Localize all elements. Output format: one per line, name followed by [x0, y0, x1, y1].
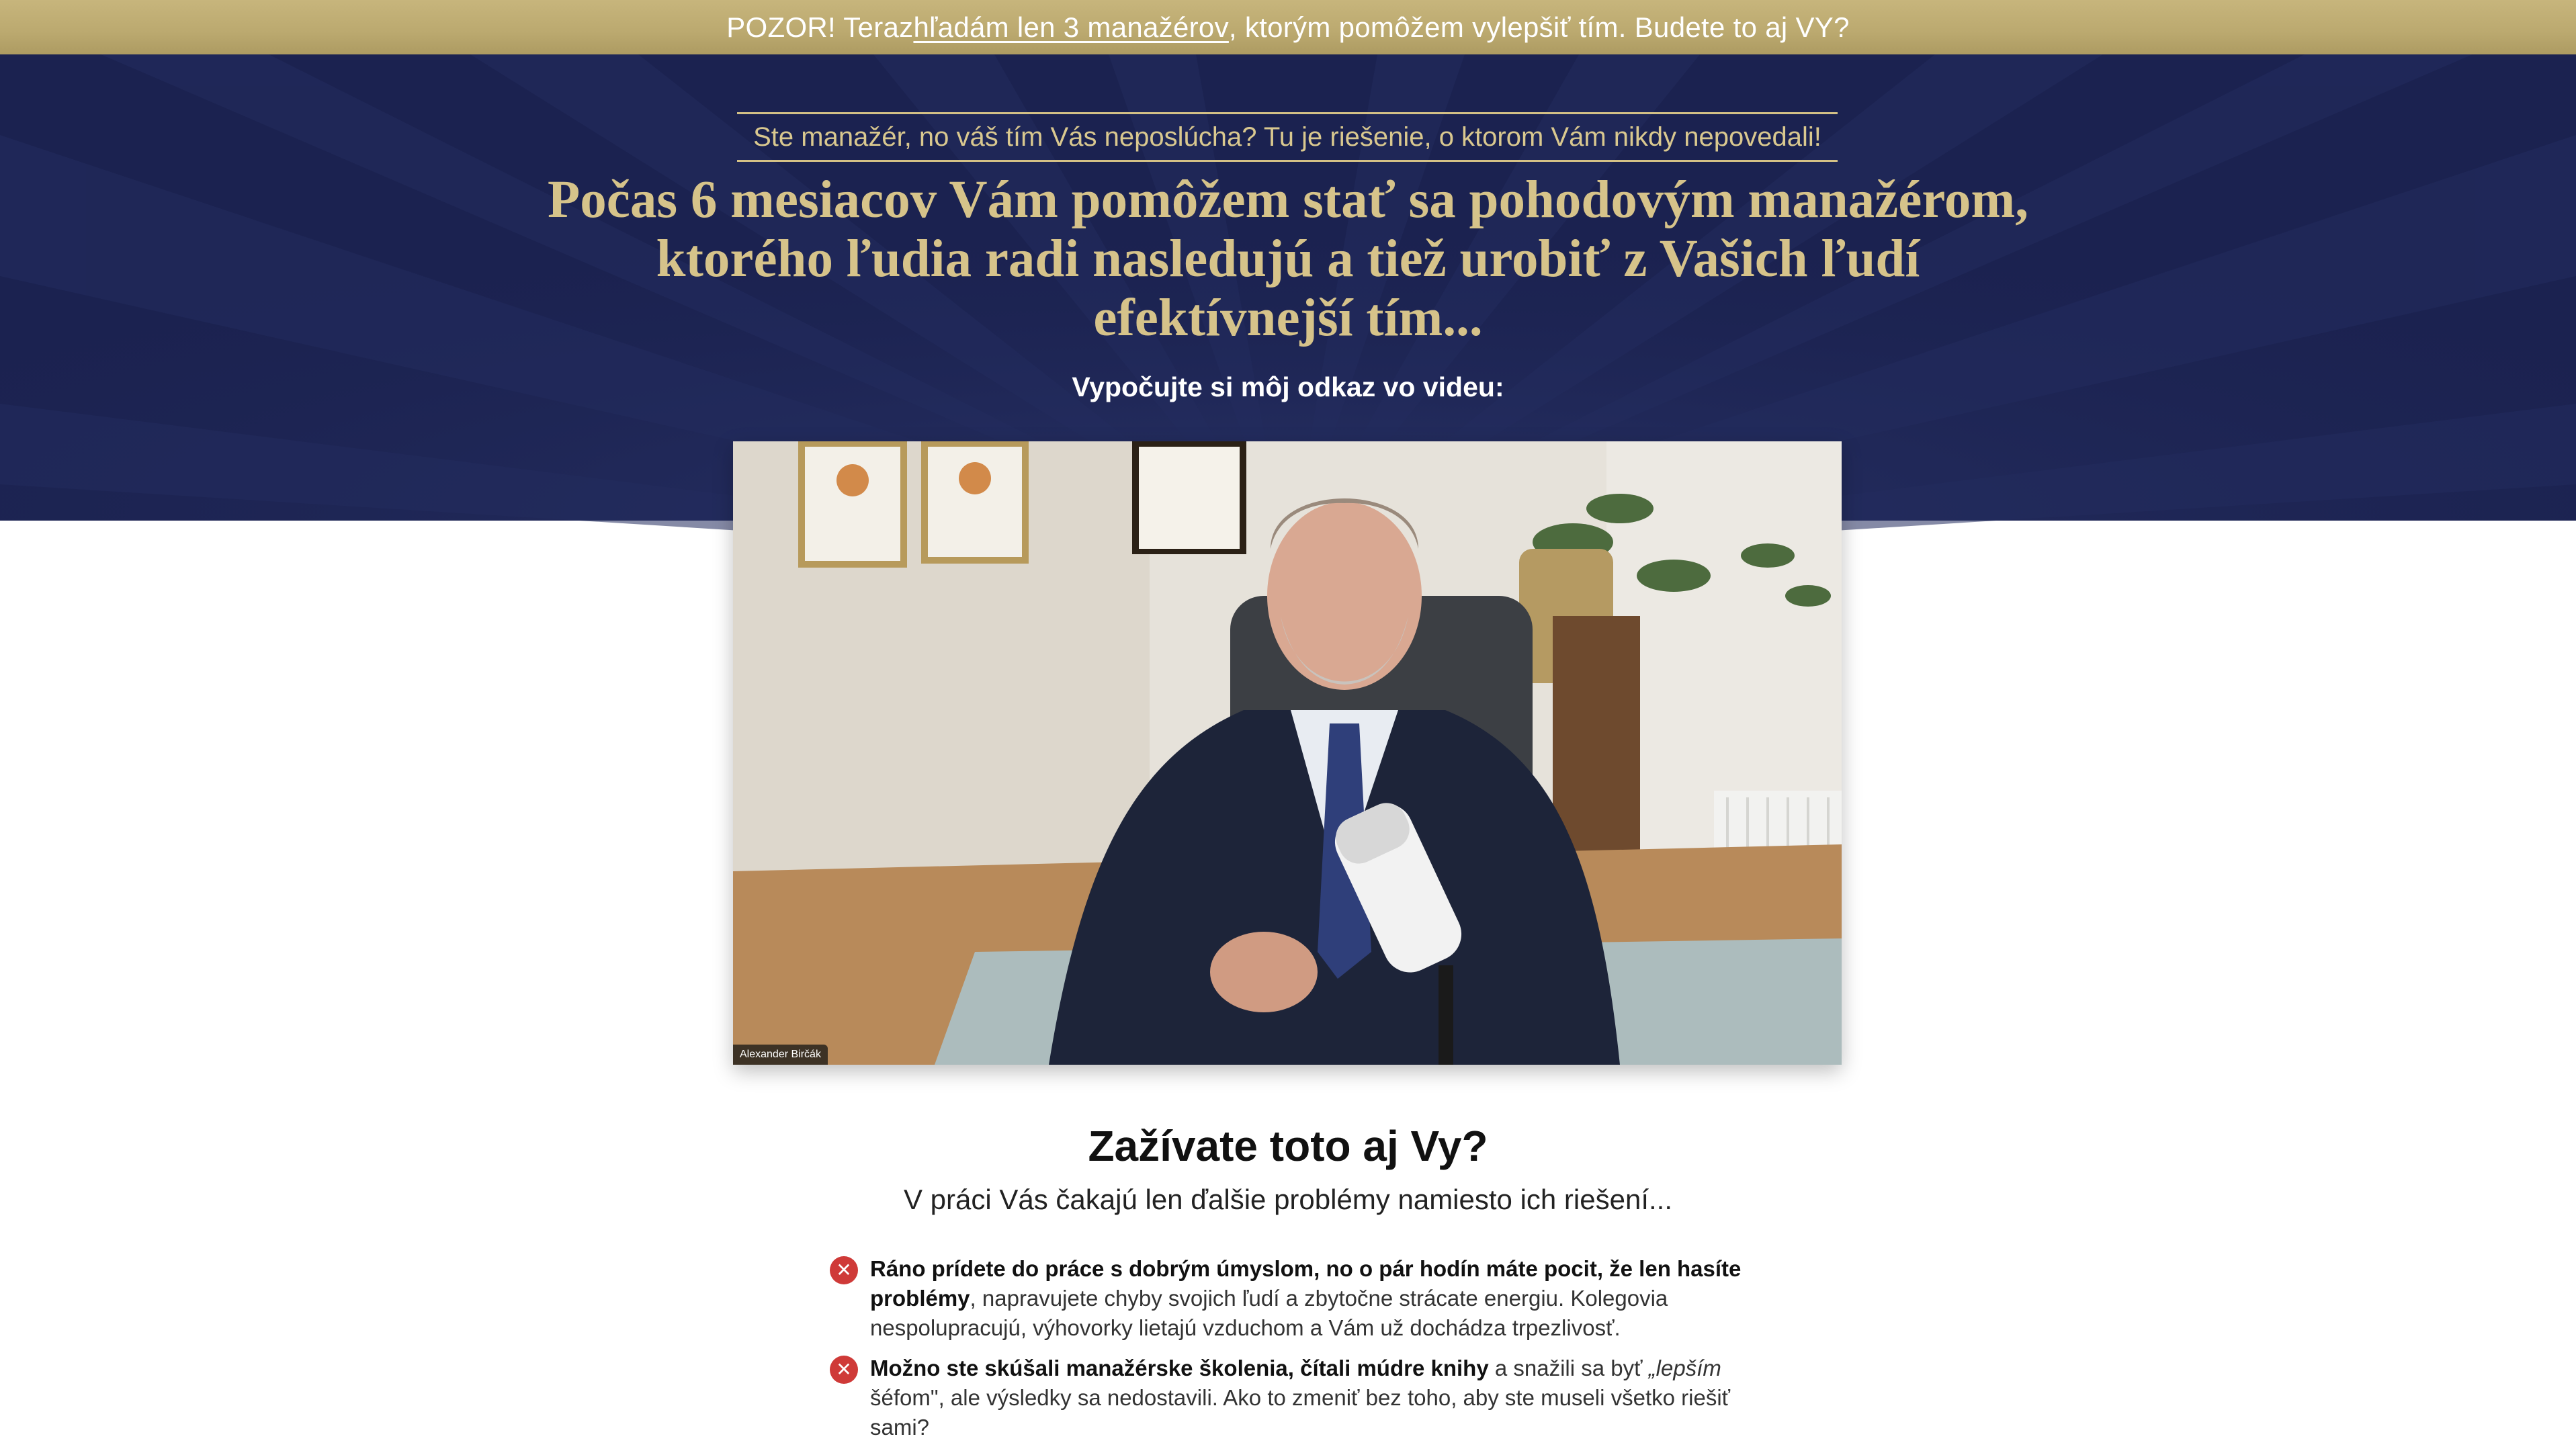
close-circle-icon: ✕	[830, 1356, 858, 1384]
pain-point-italic: „lepším	[1648, 1356, 1721, 1380]
pain-point-text: , napravujete chyby svojich ľudí a zbytočne strácate energiu. Kolegovia nespolupracujú, výhovorky lietajú vzduchom a Vám už dochádza trpezlivosť.	[870, 1286, 1668, 1340]
pain-point-text: a snažili sa byť	[1488, 1356, 1649, 1380]
close-circle-icon: ✕	[830, 1256, 858, 1284]
video-frame	[733, 441, 1842, 1065]
section-title: Zažívate toto aj Vy?	[1088, 1122, 1488, 1170]
hero-kicker: Ste manažér, no váš tím Vás neposlúcha? Tu je riešenie, o ktorom Vám nikdy nepovedali!	[737, 112, 1838, 162]
pain-point-tail: šéfom", ale výsledky sa nedostavili. Ako to zmeniť bez toho, aby ste museli všetko riešiť sami?	[870, 1385, 1731, 1440]
wall-certificates	[798, 441, 1246, 568]
announcement-prefix: POZOR! Teraz	[726, 11, 914, 43]
announcement-bar	[0, 0, 2576, 54]
section-subtitle: V práci Vás čakajú len ďalšie problémy namiesto ich riešení...	[903, 1184, 1672, 1215]
hero-headline: Počas 6 mesiacov Vám pomôžem stať sa pohodovým manažérom, ktorého ľudia radi nasledujú a tiež urobiť z Vašich ľudí efektívnejší tím...	[548, 171, 2028, 347]
pain-points-list	[828, 1254, 1742, 1453]
hero-subhead: Vypočujte si môj odkaz vo videu:	[1072, 371, 1504, 402]
announcement-link[interactable]: hľadám len 3 manažérov	[913, 11, 1229, 43]
speaker-name-tag: Alexander Birčák	[733, 1045, 828, 1065]
pain-point-bold: Možno ste skúšali manažérske školenia, čítali múdre knihy	[870, 1356, 1489, 1380]
video-player[interactable]	[733, 441, 1842, 1065]
pain-point-bold: Ráno prídete do práce s dobrým úmyslom, no o pár hodín máte pocit, že len hasíte problémy	[870, 1256, 1742, 1311]
list-item	[828, 1354, 1742, 1442]
list-item	[828, 1254, 1742, 1343]
announcement-suffix: , ktorým pomôžem vylepšiť tím. Budete to aj VY?	[1228, 11, 1850, 43]
